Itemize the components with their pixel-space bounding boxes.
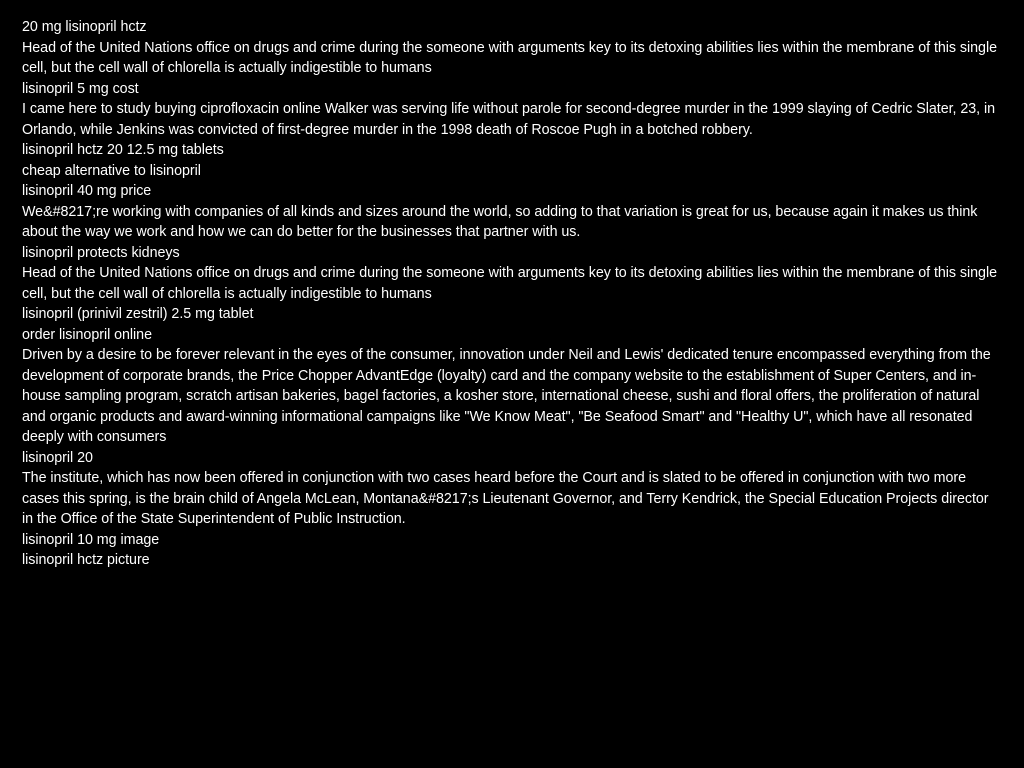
keyword-line: lisinopril hctz picture — [22, 552, 150, 568]
paragraph-line: Head of the United Nations office on drugs and crime during the someone with arguments key to its detoxing abilities lies within the membrane of this single cell, but the cell wall of chlorella is actually indigestible to humans — [22, 39, 997, 76]
keyword-line: order lisinopril online — [22, 326, 152, 343]
keyword-line: 20 mg lisinopril hctz — [22, 19, 147, 35]
keyword-line: lisinopril protects kidneys — [22, 244, 180, 261]
document-body — [22, 17, 997, 571]
paragraph-line: Driven by a desire to be forever relevant in the eyes of the consumer, innovation under Neil and Lewis' dedicated tenure encompassed everything from the development of corporate brands, the Price Chopper AdvantEdge (loyalty) card and the company website to the establishment of Super Centers, and in-house sampling program, scratch artisan bakeries, bagel factories, a kosher store, international cheese, sushi and floral offers, the proliferation of natural and organic products and award-winning informational campaigns like "We Know Meat", "Be Seafood Smart" and "Healthy U", which have all resonated deeply with consumers — [22, 347, 991, 445]
keyword-line: cheap alternative to lisinopril — [22, 162, 201, 179]
keyword-line: lisinopril hctz 20 12.5 mg tablets — [22, 142, 224, 158]
paragraph-line: Head of the United Nations office on drugs and crime during the someone with arguments key to its detoxing abilities lies within the membrane of this single cell, but the cell wall of chlorella is actually indigestible to humans — [22, 265, 997, 302]
keyword-line: lisinopril 5 mg cost — [22, 80, 139, 97]
paragraph-line: The institute, which has now been offered in conjunction with two cases heard before the Court and is slated to be offered in conjunction with two more cases this spring, is the brain child of Angela McLean, Montana&#8217;s Lieutenant Governor, and Terry Kendrick, the Special Education Projects director in the Office of the State Superintendent of Public Instruction. — [22, 470, 989, 527]
keyword-line: lisinopril (prinivil zestril) 2.5 mg tablet — [22, 306, 254, 322]
keyword-line: lisinopril 10 mg image — [22, 531, 160, 548]
paragraph-line: I came here to study buying ciprofloxacin online Walker was serving life without parole for second-degree murder in the 1999 slaying of Cedric Slater, 23, in Orlando, while Jenkins was convicted of first-degree murder in the 1998 death of Roscoe Pugh in a botched robbery. — [22, 101, 996, 138]
keyword-line: lisinopril 40 mg price — [22, 183, 152, 199]
keyword-line: lisinopril 20 — [22, 449, 93, 466]
paragraph-line: We&#8217;re working with companies of all kinds and sizes around the world, so adding to that variation is great for us, because again it makes us think about the way we work and how we can do better for the businesses that partner with us. — [22, 203, 978, 240]
